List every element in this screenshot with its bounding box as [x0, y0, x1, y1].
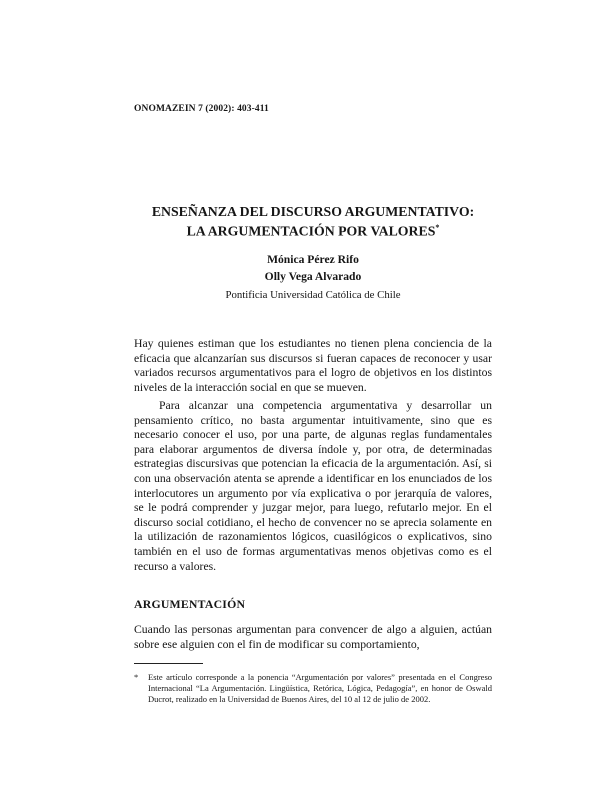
- title-line-2-text: LA ARGUMENTACIÓN POR VALORES: [186, 223, 436, 239]
- journal-reference: ONOMAZEIN 7 (2002): 403-411: [134, 104, 269, 114]
- body-paragraph-3: Cuando las personas argumentan para convencer de algo a alguien, actúan sobre ese alguien con el fin de modificar su comportamiento,: [134, 623, 492, 651]
- body-paragraph-1: Hay quienes estiman que los estudiantes no tienen plena conciencia de la eficacia que alcanzarían sus discursos si fueran capaces de reconocer y usar variados recursos argumentativos para el logro de objetivos en los distintos niveles de la interacción social en que se mueven.: [134, 337, 492, 394]
- title-line-1: ENSEÑANZA DEL DISCURSO ARGUMENTATIVO:: [151, 204, 475, 219]
- section-heading: ARGUMENTACIÓN: [134, 597, 246, 611]
- footnote-text: Este artículo corresponde a la ponencia “Argumentación por valores” presentada en el Congreso Internacional “La Argumentación. Lingüística, Retórica, Lógica, Pedagogía”, en honor de Oswald Ducrot, realizado en la Universidad de Buenos Aires, del 10 al 12 de julio de 2002.: [148, 672, 492, 704]
- footnote-divider: [134, 663, 203, 664]
- title-line-2: [134, 220, 492, 240]
- footnote: [134, 672, 492, 705]
- footnote-mark: *: [134, 672, 139, 682]
- article-title: [134, 204, 492, 240]
- author-2: Olly Vega Alvarado: [264, 270, 362, 283]
- author-1: Mónica Pérez Rifo: [267, 253, 359, 266]
- body-paragraph-2: Para alcanzar una competencia argumentativa y desarrollar un pensamiento crítico, no basta argumentar intuitivamente, sino que es necesario conocer el uso, por una parte, de algunas reglas fundamentales para elaborar argumentos de diversa índole y, por otra, de determinadas estrategias discursivas que potencian la eficacia de la argumentación. Así, si con una observación atenta se aprende a identificar en los enunciados de los interlocutores un argumento por vía explicativa o por jerarquía de valores, se le podrá comprender y juzgar mejor, para luego, refutarlo mejor. En el discurso social cotidiano, el hecho de convencer no se aprecia solamente en la utilización de razonamientos lógicos, cuasilógicos o explicativos, sino también en el uso de formas argumentativas menos objetivas como es el recurso a valores.: [134, 399, 492, 573]
- affiliation: Pontificia Universidad Católica de Chile: [225, 289, 401, 301]
- title-footnote-mark: *: [435, 223, 440, 232]
